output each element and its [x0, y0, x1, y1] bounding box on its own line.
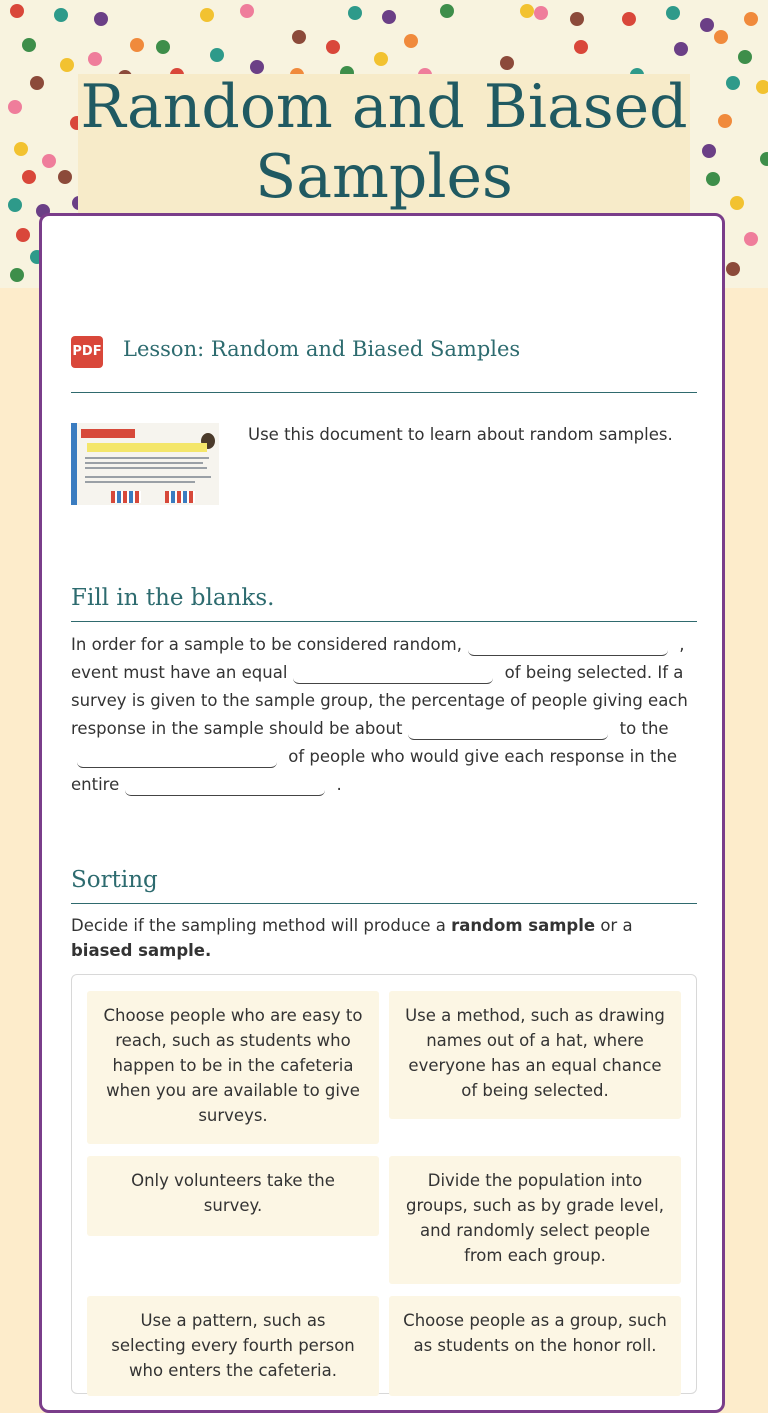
blank-input-2[interactable] — [293, 663, 493, 684]
thumbnail-shapes — [165, 491, 195, 503]
thumbnail-highlight — [87, 443, 207, 452]
thumbnail-header-bar — [81, 429, 135, 438]
confetti-dot — [714, 30, 728, 44]
thumbnail-line — [85, 481, 195, 483]
confetti-dot — [10, 4, 24, 18]
confetti-dot — [8, 100, 22, 114]
confetti-dot — [760, 152, 768, 166]
confetti-dot — [88, 52, 102, 66]
lesson-link[interactable]: Lesson: Random and Biased Samples — [123, 337, 521, 361]
confetti-dot — [22, 38, 36, 52]
confetti-dot — [54, 8, 68, 22]
confetti-dot — [404, 34, 418, 48]
confetti-dot — [156, 40, 170, 54]
confetti-dot — [374, 52, 388, 66]
confetti-dot — [10, 268, 24, 282]
confetti-dot — [240, 4, 254, 18]
page-title: Random and Biased Samples — [80, 72, 688, 212]
confetti-dot — [756, 80, 768, 94]
term-biased: biased sample. — [71, 941, 212, 960]
confetti-dot — [702, 144, 716, 158]
confetti-dot — [700, 18, 714, 32]
blank-input-4[interactable] — [77, 747, 277, 768]
confetti-dot — [210, 48, 224, 62]
confetti-dot — [718, 114, 732, 128]
confetti-dot — [130, 38, 144, 52]
sort-card[interactable]: Use a method, such as drawing names out of a hat, where everyone has an equal chance of being selected. — [389, 991, 681, 1119]
thumbnail-shapes — [111, 491, 141, 503]
sorting-heading: Sorting — [71, 867, 158, 893]
instruction-text: or a — [595, 916, 633, 935]
confetti-dot — [16, 228, 30, 242]
fill-text-segment: to the — [619, 719, 669, 738]
confetti-dot — [58, 170, 72, 184]
fill-text-segment: of people who would give each response in the entire — [71, 747, 678, 794]
confetti-dot — [326, 40, 340, 54]
instruction-text: Decide if the sampling method will produce a — [71, 916, 452, 935]
pdf-icon: PDF — [71, 336, 103, 368]
confetti-dot — [500, 56, 514, 70]
fill-text-segment: . — [336, 775, 342, 794]
confetti-dot — [666, 6, 680, 20]
sort-card[interactable]: Choose people who are easy to reach, such as students who happen to be in the cafeteria when you are available to give surveys. — [87, 991, 379, 1144]
confetti-dot — [440, 4, 454, 18]
confetti-dot — [42, 154, 56, 168]
confetti-dot — [574, 40, 588, 54]
fill-text-segment: In order for a sample to be considered random, — [71, 635, 462, 654]
confetti-dot — [348, 6, 362, 20]
confetti-dot — [14, 142, 28, 156]
document-description: Use this document to learn about random samples. — [248, 425, 673, 444]
confetti-dot — [726, 76, 740, 90]
confetti-dot — [706, 172, 720, 186]
term-random: random sample — [451, 916, 596, 935]
thumbnail-line — [85, 467, 207, 469]
divider — [71, 392, 697, 393]
confetti-dot — [622, 12, 636, 26]
confetti-dot — [738, 50, 752, 64]
confetti-dot — [94, 12, 108, 26]
confetti-dot — [730, 196, 744, 210]
document-thumbnail[interactable] — [71, 423, 219, 505]
confetti-dot — [520, 4, 534, 18]
thumbnail-line — [85, 462, 203, 464]
confetti-dot — [200, 8, 214, 22]
confetti-dot — [744, 232, 758, 246]
fill-in-heading: Fill in the blanks. — [71, 585, 275, 611]
sort-card[interactable]: Use a pattern, such as selecting every fourth person who enters the cafeteria. — [87, 1296, 379, 1396]
confetti-dot — [8, 198, 22, 212]
sorting-instruction — [71, 913, 697, 963]
blank-input-1[interactable] — [468, 635, 668, 656]
confetti-dot — [534, 6, 548, 20]
confetti-dot — [570, 12, 584, 26]
fill-text-segment: , event must have an equal — [71, 635, 685, 682]
confetti-dot — [292, 30, 306, 44]
confetti-dot — [60, 58, 74, 72]
thumbnail-line — [85, 476, 211, 478]
fill-text-segment: of being selected. If a survey is given to the sample group, the percentage of people giving each response in the sample should be about — [71, 663, 688, 738]
confetti-dot — [674, 42, 688, 56]
sort-card[interactable]: Choose people as a group, such as students on the honor roll. — [389, 1296, 681, 1396]
sort-card[interactable]: Divide the population into groups, such as by grade level, and randomly select people from each group. — [389, 1156, 681, 1284]
blank-input-5[interactable] — [125, 775, 325, 796]
divider — [71, 903, 697, 904]
divider — [71, 621, 697, 622]
confetti-dot — [382, 10, 396, 24]
sort-card[interactable]: Only volunteers take the survey. — [87, 1156, 379, 1236]
thumbnail-line — [85, 457, 209, 459]
confetti-dot — [30, 76, 44, 90]
confetti-dot — [726, 262, 740, 276]
fill-in-paragraph — [71, 631, 697, 799]
blank-input-3[interactable] — [408, 719, 608, 740]
confetti-dot — [744, 12, 758, 26]
confetti-dot — [22, 170, 36, 184]
